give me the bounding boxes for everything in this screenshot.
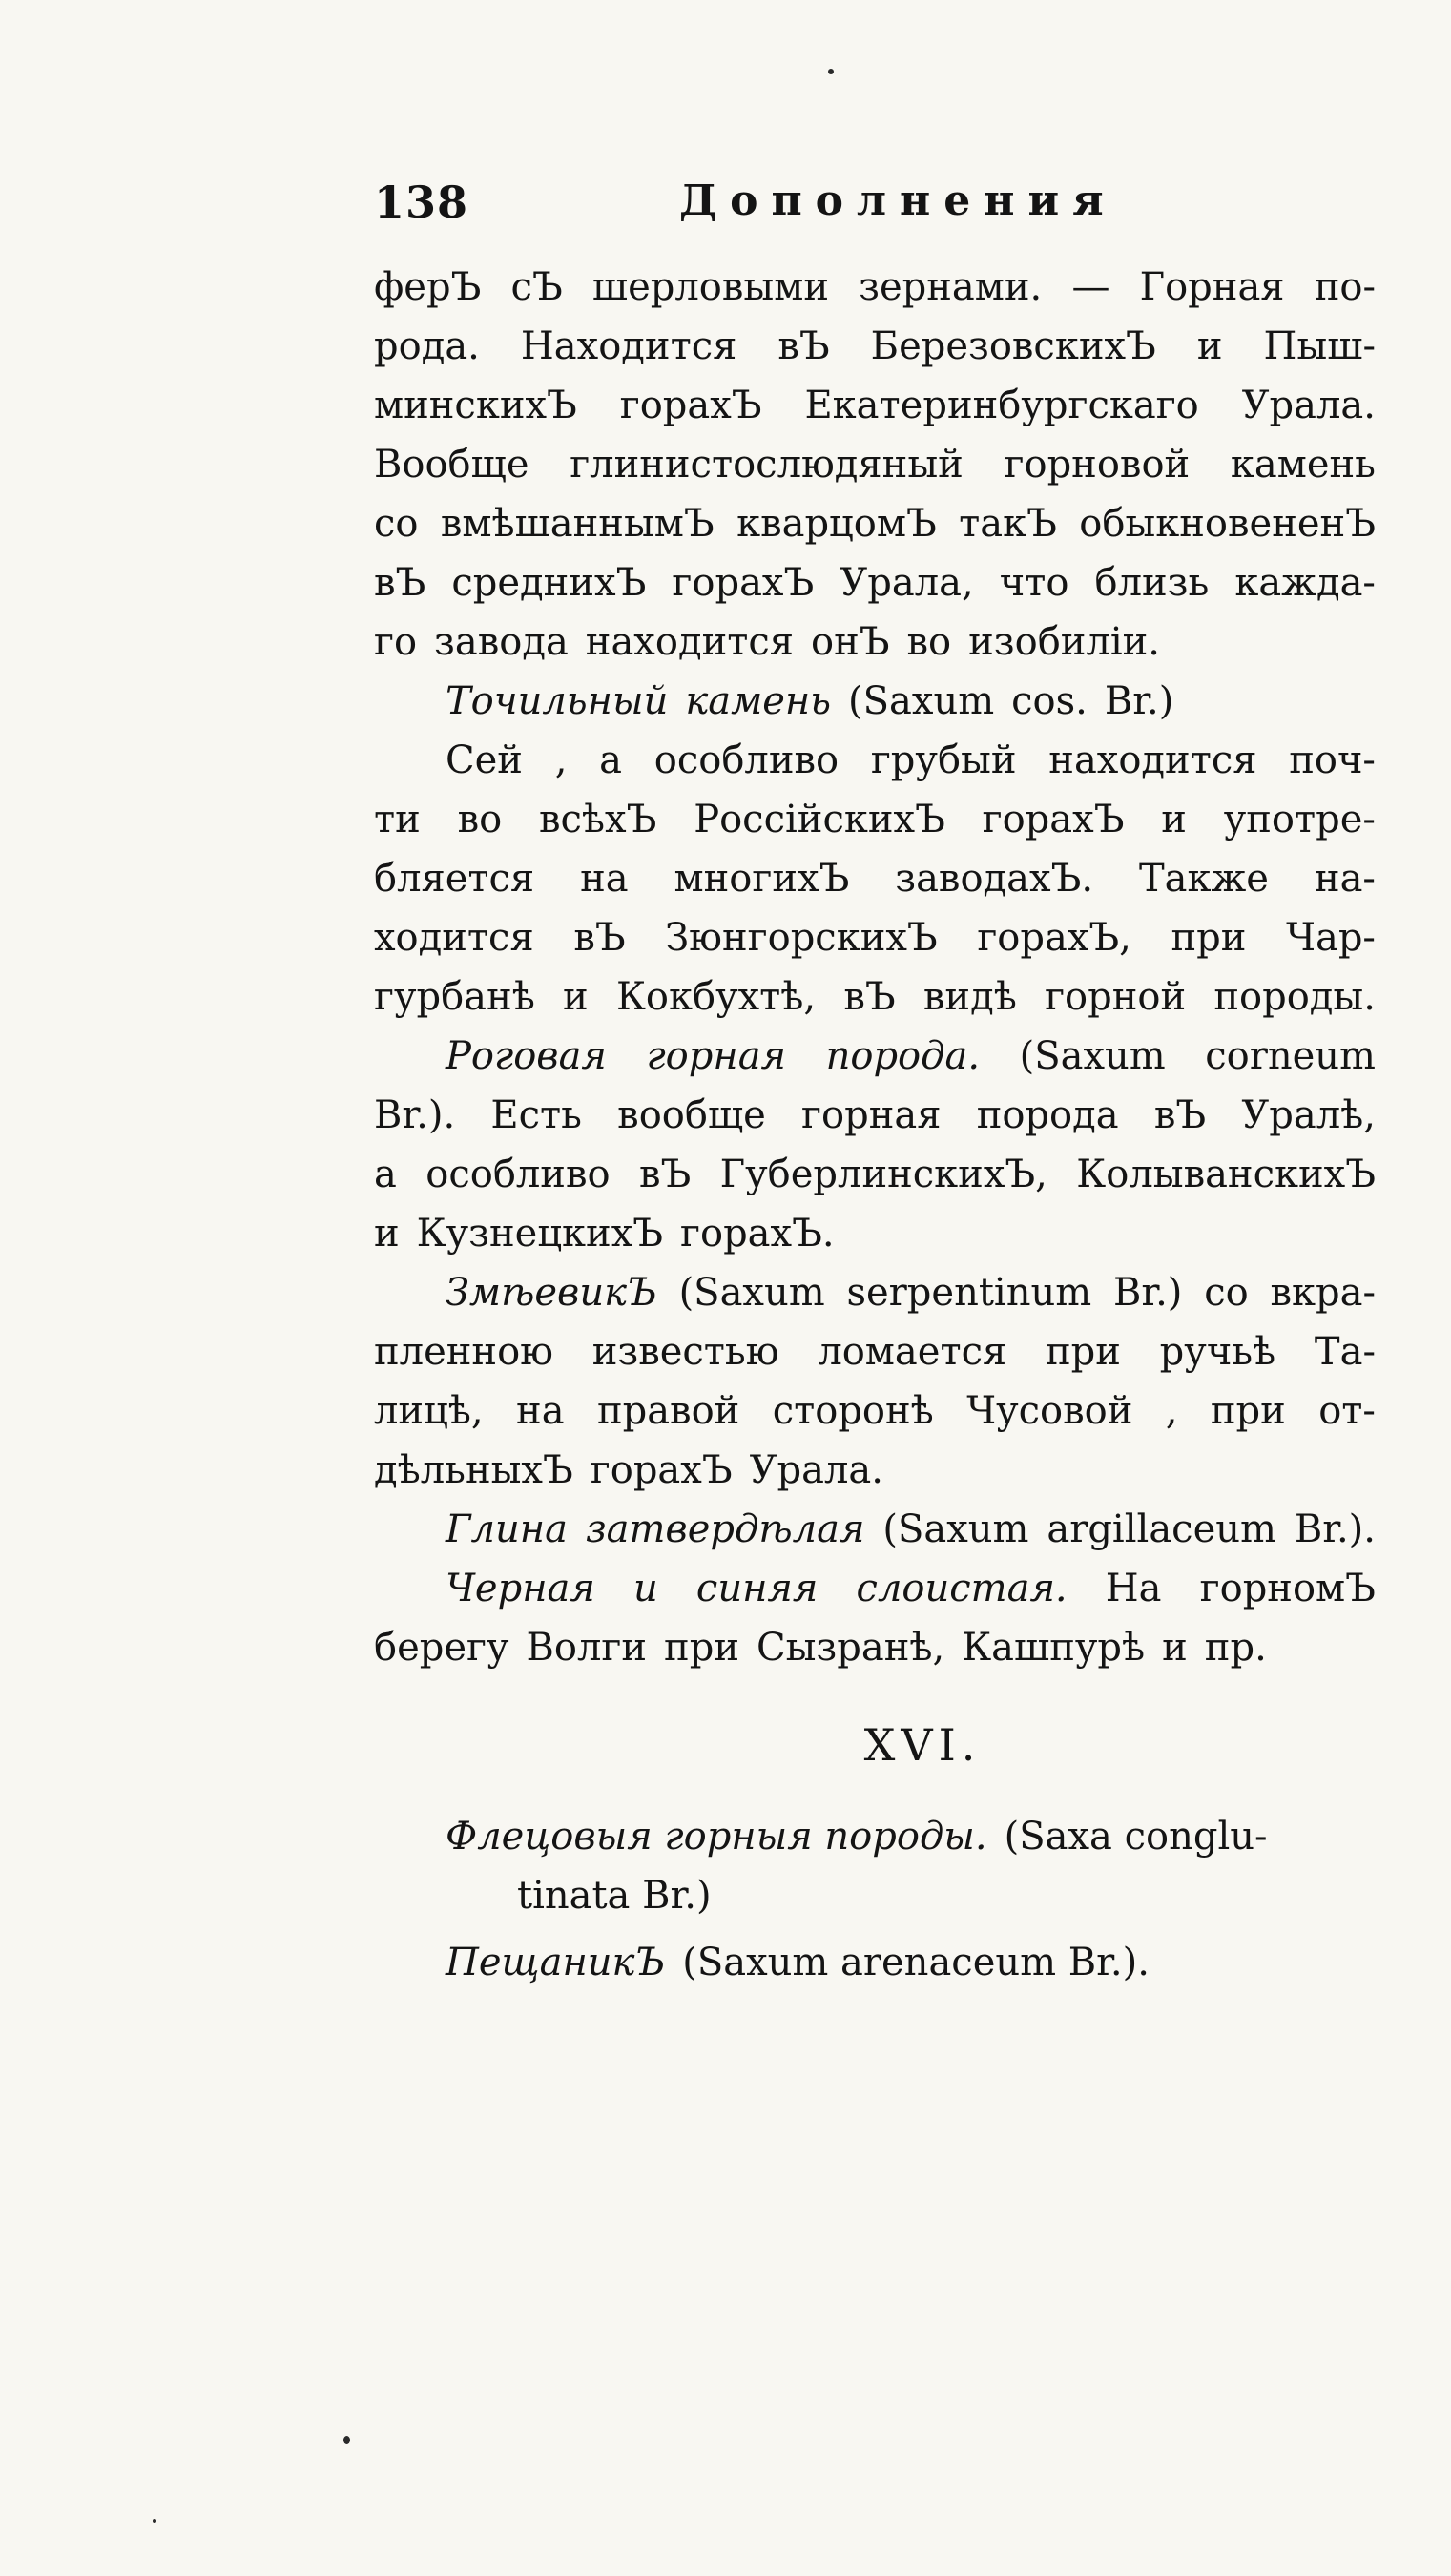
word: при <box>1210 1389 1286 1433</box>
word: при <box>664 1626 739 1670</box>
word: бляется <box>374 857 535 901</box>
word: известью <box>591 1330 779 1374</box>
running-head: Дополнения <box>679 177 1117 225</box>
word: Есть <box>490 1093 582 1137</box>
word: горахЪ <box>982 798 1125 841</box>
italic-word: Черная <box>446 1567 595 1610</box>
word: Чусовой <box>966 1389 1133 1433</box>
word: во <box>457 798 503 841</box>
word: го <box>374 620 418 664</box>
word: , <box>554 738 568 782</box>
text-line <box>374 1204 1376 1263</box>
word: РоссiйскихЪ <box>694 798 945 841</box>
word: — <box>1071 265 1110 309</box>
word: онЪ <box>811 620 890 664</box>
text-line <box>374 1027 1376 1086</box>
word: Урала. <box>1241 384 1376 427</box>
word: Волги <box>526 1626 648 1670</box>
word: сторонѣ <box>772 1389 934 1433</box>
word: на <box>580 857 629 901</box>
spacer <box>374 1925 1376 1933</box>
word: горномЪ <box>1199 1567 1376 1610</box>
word: Уралѣ, <box>1241 1093 1376 1137</box>
word: по- <box>1314 265 1376 309</box>
text-line <box>374 1263 1376 1322</box>
word: Вообще <box>374 443 529 487</box>
word: пленною <box>374 1330 553 1374</box>
word: и <box>563 975 589 1019</box>
print-speck <box>828 69 834 74</box>
word: завода <box>434 620 569 664</box>
text-line <box>374 435 1376 494</box>
text-line <box>374 1086 1376 1145</box>
section-subheading-continued <box>374 1866 1376 1925</box>
text-line <box>374 1381 1376 1441</box>
word: при <box>1171 916 1247 960</box>
word: и <box>1161 798 1187 841</box>
word: пр. <box>1204 1626 1267 1670</box>
word: горахЪ. <box>680 1212 835 1256</box>
text-line <box>374 1145 1376 1204</box>
word: заводахЪ. <box>895 857 1094 901</box>
word: На <box>1105 1567 1162 1610</box>
word: вообще <box>617 1093 766 1137</box>
word: Урала, <box>840 561 974 605</box>
word: Сызранѣ, <box>756 1626 945 1670</box>
subheading-latin-cont: tinata Br.) <box>517 1874 712 1918</box>
word: кажда- <box>1234 561 1376 605</box>
word: видѣ <box>922 975 1017 1019</box>
italic-word: Роговая <box>446 1034 607 1078</box>
word: при <box>1045 1330 1121 1374</box>
word: кварцомЪ <box>736 502 937 546</box>
word: вкра- <box>1270 1271 1376 1315</box>
word: гурбанѣ <box>374 975 535 1019</box>
italic-word: синяя <box>695 1567 819 1610</box>
word: правой <box>596 1389 740 1433</box>
word: ти <box>374 798 421 841</box>
italic-word: слоистая. <box>856 1567 1068 1610</box>
word: вЪ <box>374 561 426 605</box>
word: Екатеринбургскаго <box>804 384 1199 427</box>
text-line <box>374 553 1376 613</box>
text-line <box>374 376 1376 435</box>
italic-word: ЗмѣевикЪ <box>446 1271 657 1315</box>
text-line <box>374 967 1376 1027</box>
word: а <box>374 1153 397 1196</box>
print-speck <box>153 2519 156 2523</box>
word: на- <box>1314 857 1376 901</box>
italic-word: порода. <box>825 1034 981 1078</box>
word: горахЪ, <box>977 916 1131 960</box>
word: Кокбухтѣ, <box>615 975 817 1019</box>
word: КолыванскихЪ <box>1076 1153 1376 1196</box>
entry-italic: ПещаникЪ <box>446 1941 666 1984</box>
italic-word: горная <box>646 1034 787 1078</box>
word: глинистослюдяный <box>570 443 964 487</box>
word: Горная <box>1139 265 1285 309</box>
word: Кашпурѣ <box>962 1626 1146 1670</box>
text-line <box>374 1618 1376 1677</box>
text-line <box>374 908 1376 967</box>
word: находится <box>1048 738 1257 782</box>
text-line <box>374 1559 1376 1618</box>
word: Br.) <box>1112 1271 1183 1315</box>
page-number: 138 <box>374 177 469 228</box>
body-text <box>374 258 1376 1992</box>
word: вЪ <box>638 1153 692 1196</box>
word: употре- <box>1223 798 1376 841</box>
word: во <box>906 620 952 664</box>
section-subheading <box>374 1807 1376 1866</box>
word: Та- <box>1314 1330 1376 1374</box>
italic-word: камень <box>685 679 832 723</box>
word: изобилiи. <box>968 620 1161 664</box>
word: от- <box>1318 1389 1376 1433</box>
word: горной <box>1045 975 1187 1019</box>
word: вЪ <box>1153 1093 1207 1137</box>
text-line <box>374 494 1376 553</box>
word: обыкновененЪ <box>1079 502 1376 546</box>
italic-word: Точильный <box>446 679 669 723</box>
word: (Saxum <box>882 1507 1029 1551</box>
word: Сей <box>446 738 523 782</box>
word: рода. <box>374 324 480 368</box>
word: Урала. <box>749 1448 883 1492</box>
word: БерезовскихЪ <box>870 324 1156 368</box>
italic-word: и <box>633 1567 658 1610</box>
word: Пыш- <box>1263 324 1376 368</box>
word: serpentinum <box>846 1271 1092 1315</box>
word: что <box>999 561 1069 605</box>
word: ручьѣ <box>1159 1330 1276 1374</box>
word: Br.). <box>374 1093 456 1137</box>
word: шерловыми <box>591 265 829 309</box>
word: горновой <box>1004 443 1191 487</box>
word: со <box>1204 1271 1249 1315</box>
word: argillaceum <box>1047 1507 1276 1551</box>
word: зернами. <box>859 265 1043 309</box>
word: грубый <box>870 738 1017 782</box>
word: ГуберлинскихЪ, <box>719 1153 1047 1196</box>
word: берегу <box>374 1626 509 1670</box>
text-line <box>374 849 1376 908</box>
text-line <box>374 1441 1376 1500</box>
italic-word: затвердѣлая <box>585 1507 865 1551</box>
word: Br.) <box>1104 679 1174 723</box>
word: вЪ <box>777 324 830 368</box>
word: на <box>516 1389 565 1433</box>
word: сЪ <box>510 265 563 309</box>
word: а <box>599 738 623 782</box>
word: (Saxum <box>1019 1034 1166 1078</box>
word: и <box>1162 1626 1188 1670</box>
section-heading: XVI. <box>863 1719 982 1771</box>
word: особливо <box>653 738 840 782</box>
word: ломается <box>818 1330 1007 1374</box>
word: находится <box>585 620 794 664</box>
word: и <box>1196 324 1223 368</box>
word: corneum <box>1205 1034 1376 1078</box>
word: вмѣшаннымЪ <box>440 502 715 546</box>
word: горная <box>801 1093 942 1137</box>
word: горахЪ <box>672 561 815 605</box>
word: со <box>374 502 419 546</box>
subheading-italic: Флецовыя горныя породы. <box>446 1815 987 1859</box>
word: горахЪ <box>590 1448 733 1492</box>
entry-latin: (Saxum arenaceum Br.). <box>682 1941 1150 1984</box>
word: многихЪ <box>674 857 850 901</box>
word: дѣльныхЪ <box>374 1448 573 1492</box>
word: горахЪ <box>619 384 762 427</box>
word: ферЪ <box>374 265 482 309</box>
word: (Saxum <box>678 1271 825 1315</box>
word: ходится <box>374 916 534 960</box>
word: КузнецкихЪ <box>416 1212 664 1256</box>
print-speck <box>343 2436 350 2444</box>
word: Br.). <box>1294 1507 1376 1551</box>
word: Находится <box>520 324 737 368</box>
word: Также <box>1138 857 1269 901</box>
text-line <box>374 258 1376 317</box>
italic-word: Глина <box>446 1507 568 1551</box>
word: ЗюнгорскихЪ <box>665 916 938 960</box>
word: cos. <box>1011 679 1088 723</box>
text-line <box>374 672 1376 731</box>
word: , <box>1165 1389 1178 1433</box>
word: Чар- <box>1286 916 1376 960</box>
word: лицѣ, <box>374 1389 484 1433</box>
word: близь <box>1094 561 1210 605</box>
word: породы. <box>1213 975 1376 1019</box>
word: вЪ <box>843 975 896 1019</box>
text-line <box>374 1322 1376 1381</box>
word: (Saxum <box>848 679 995 723</box>
text-line <box>374 790 1376 849</box>
section-entry <box>374 1933 1376 1992</box>
word: вЪ <box>573 916 626 960</box>
word: камень <box>1230 443 1376 487</box>
word: всѣхЪ <box>539 798 657 841</box>
subheading-latin: (Saxa conglu- <box>1004 1815 1268 1859</box>
word: минскихЪ <box>374 384 577 427</box>
text-line <box>374 1500 1376 1559</box>
page-header <box>374 177 1385 234</box>
text-line <box>374 317 1376 376</box>
text-line <box>374 731 1376 790</box>
text-line <box>374 613 1376 672</box>
word: такЪ <box>959 502 1057 546</box>
word: особливо <box>425 1153 611 1196</box>
word: порода <box>976 1093 1119 1137</box>
word: поч- <box>1289 738 1376 782</box>
word: и <box>374 1212 400 1256</box>
word: среднихЪ <box>451 561 647 605</box>
